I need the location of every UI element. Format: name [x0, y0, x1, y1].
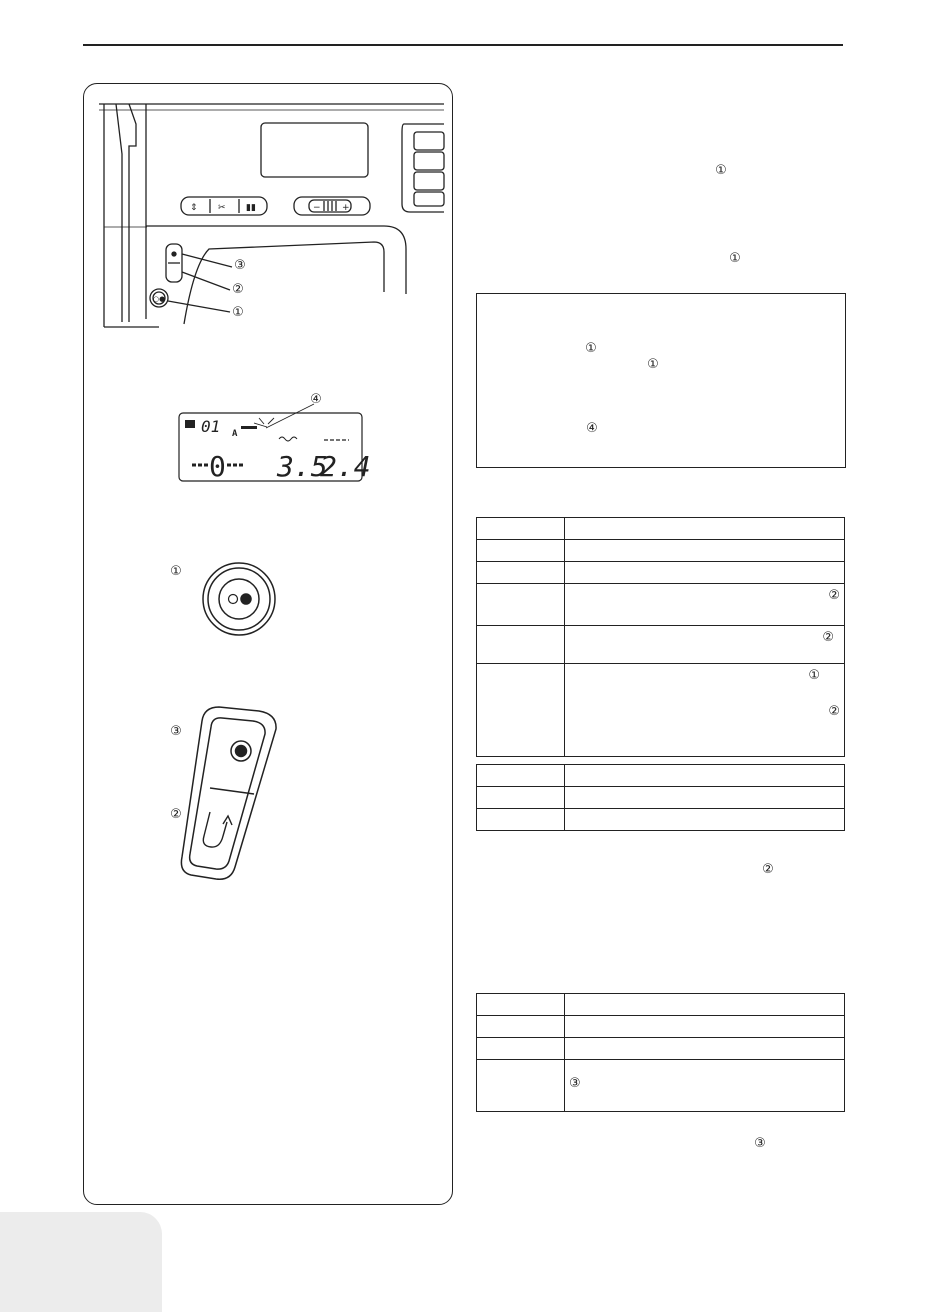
- table-row: [477, 584, 845, 626]
- table-row: [477, 626, 845, 664]
- table-row: [477, 562, 845, 584]
- callout-3-button: ③: [170, 724, 182, 739]
- callout-4-lcd: ④: [310, 392, 322, 407]
- callout-1-para2: ①: [729, 251, 741, 266]
- callout-2-table1b: ②: [822, 630, 834, 645]
- table-row: [477, 994, 845, 1016]
- callout-1-para1: ①: [715, 163, 727, 178]
- page-tab: [0, 1212, 162, 1312]
- lcd-pattern-number: 01: [201, 417, 221, 436]
- lcd-width-value: 3.5: [277, 450, 328, 483]
- stitch-table-2: [476, 993, 845, 1112]
- table-row: [477, 540, 845, 562]
- table-row: [477, 765, 845, 787]
- callout-1-note-a: ①: [585, 341, 597, 356]
- callout-2-top: ②: [232, 282, 244, 297]
- note-box: [476, 293, 846, 468]
- callout-4-note: ④: [586, 421, 598, 436]
- lcd-readouts: [185, 417, 371, 483]
- callout-1-button: ①: [170, 564, 182, 579]
- lcd-length-value: 2.4: [320, 450, 371, 483]
- lcd-blinking-bar: [241, 426, 257, 429]
- callout-3-table2: ③: [569, 1076, 581, 1091]
- callout-2-button: ②: [170, 807, 182, 822]
- table-row: [477, 787, 845, 809]
- figure-illustrations: [84, 84, 453, 1205]
- table-row: [477, 518, 845, 540]
- callout-3-para: ③: [754, 1136, 766, 1151]
- figure-panel: [83, 83, 453, 1205]
- presser-foot-icon: ▮▮: [246, 203, 256, 213]
- callout-3-top: ③: [234, 258, 246, 273]
- callout-2-table1c: ②: [828, 704, 840, 719]
- table-row: [477, 1060, 845, 1112]
- machine-head-illustration: [99, 104, 444, 327]
- callout-2-para: ②: [762, 862, 774, 877]
- lcd-center-value: 0: [209, 450, 226, 483]
- table-gap: [477, 757, 845, 765]
- svg-text:+: +: [342, 203, 350, 213]
- svg-text:−: −: [313, 203, 321, 213]
- callout-1-table1: ①: [808, 668, 820, 683]
- reverse-button-icon: [181, 707, 276, 879]
- callout-1-note-b: ①: [647, 357, 659, 372]
- callout-1-top: ①: [232, 305, 244, 320]
- scissors-icon: ✂: [218, 203, 226, 213]
- table-row: [477, 1016, 845, 1038]
- lcd-mode-letter: A: [232, 429, 238, 439]
- needle-up-down-icon: ⇕: [190, 203, 198, 213]
- callout-2-table1: ②: [828, 588, 840, 603]
- lock-stitch-mini-icon: ○●: [153, 295, 166, 303]
- stitch-table-1: [476, 517, 845, 831]
- lcd-memory-icon: [185, 420, 195, 428]
- top-rule: [83, 44, 843, 46]
- table-row: [477, 1038, 845, 1060]
- start-stop-button-icon: [203, 563, 275, 635]
- table-row: [477, 809, 845, 831]
- table-row: [477, 664, 845, 757]
